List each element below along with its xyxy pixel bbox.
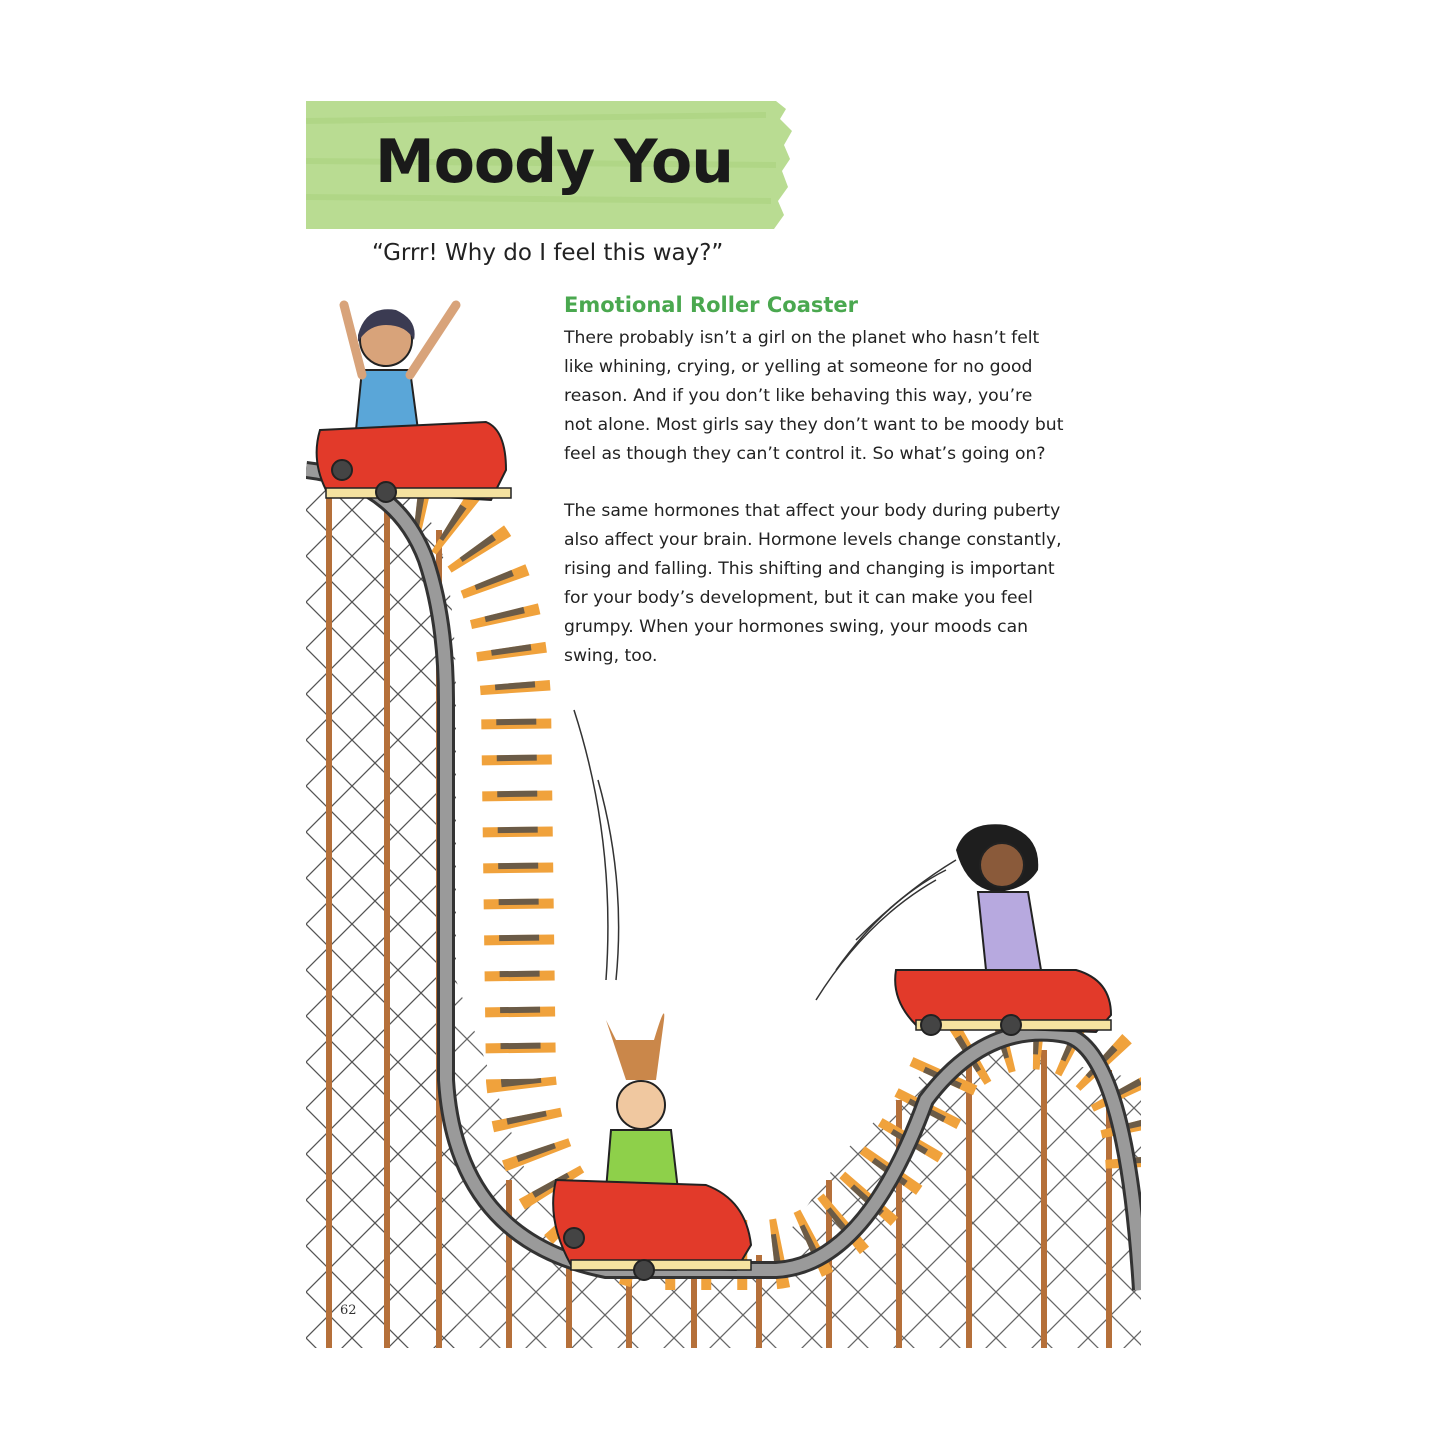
page-title: Moody You: [375, 127, 733, 197]
motion-lines: [574, 710, 956, 1000]
grumpy-girl-car: [553, 1013, 751, 1280]
paragraph: There probably isn’t a girl on the planet who hasn’t felt like whining, crying, or yelling at someone for no good reason. And if you don’t like behaving this way, you’re not alone. Most girls say they don’t want to be moody but feel as though they can’t control it. So what’s going on?: [564, 328, 1064, 464]
car-body: [553, 1180, 751, 1270]
paragraph: The same hormones that affect your body during puberty also affect your brain. Hormone levels change constantly, rising and falling. This shifting and changing is important for your body’s development, but it can make you feel grumpy. When your hormones swing, your moods can swing, too.: [564, 501, 1062, 666]
roller-coaster-illustration: [306, 280, 1141, 1348]
girl-head: [617, 1081, 665, 1129]
page-subtitle: “Grrr! Why do I feel this way?”: [372, 240, 724, 266]
section-heading: Emotional Roller Coaster: [564, 293, 858, 317]
happy-girl-car: [317, 305, 511, 502]
girl-head: [980, 843, 1024, 887]
page-number: 62: [340, 1303, 357, 1318]
calm-girl-car: [895, 824, 1111, 1035]
